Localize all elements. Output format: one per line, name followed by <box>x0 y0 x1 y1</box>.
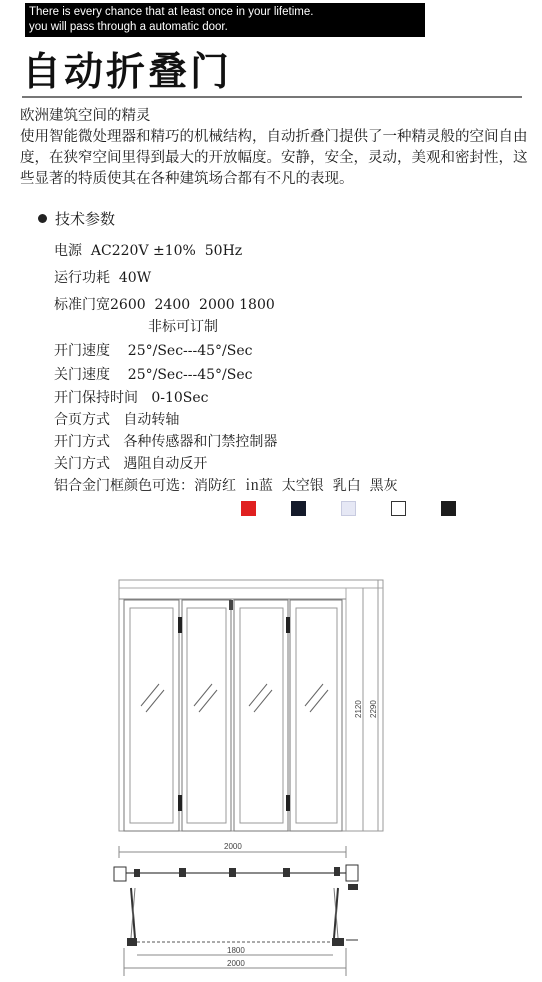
door-panel-2 <box>182 600 231 831</box>
specs-title: 技术参数 <box>55 210 116 228</box>
door-panel-1 <box>124 600 179 831</box>
spec-hinge: 合页方式 自动转轴 <box>54 412 180 428</box>
dim-2290: 2290 <box>369 700 378 718</box>
hinge-icon <box>286 617 290 633</box>
door-panel-3-glass <box>240 608 283 823</box>
spec-custom: 非标可订制 <box>148 319 218 335</box>
dim-2000-elevation: 2000 <box>224 842 242 851</box>
hinge-icon <box>286 795 290 811</box>
spec-open-mode: 开门方式 各种传感器和门禁控制器 <box>54 434 278 450</box>
intro-body: 使用智能微处理器和精巧的机械结构，自动折叠门提供了一种精灵般的空间自由度，在狭窄空间里得到最大的开放幅度。安静，安全，灵动，美观和密封性，这些显著的特质使其在各种建筑场合都有不凡的表现。 <box>20 129 528 187</box>
spec-colors-label: 铝合金门框颜色可选：消防红 ㏌蓝 太空银 乳白 黑灰 <box>54 478 398 494</box>
door-panel-4-glass <box>296 608 337 823</box>
door-panel-2-glass <box>187 608 226 823</box>
dim-1800: 1800 <box>227 946 245 955</box>
plan-motor-icon <box>348 884 358 890</box>
plan-pivot-right <box>332 938 344 946</box>
plan-pivot-left <box>127 938 137 946</box>
spec-hold-time: 开门保持时间 0-10Sec <box>54 390 209 406</box>
door-panel-3 <box>234 600 288 831</box>
plan-right-jamb <box>346 865 358 881</box>
page-title: 自动折叠门 <box>22 50 233 95</box>
door-panel-1-glass <box>130 608 173 823</box>
spec-consumption: 运行功耗 40W <box>54 270 152 286</box>
spec-close-speed: 关门速度 25°/Sec---45°/Sec <box>54 367 253 383</box>
hinge-icon <box>178 795 182 811</box>
door-panel-4 <box>290 600 342 831</box>
plan-left-jamb <box>114 867 126 881</box>
spec-power: 电源 AC220V ±10% 50Hz <box>54 243 243 259</box>
spec-close-mode: 关门方式 遇阻自动反开 <box>54 456 208 472</box>
plan-hinges <box>134 867 340 877</box>
hinge-icon <box>178 617 182 633</box>
dim-2000-plan: 2000 <box>227 959 245 968</box>
pivot-icon <box>229 600 233 610</box>
dim-2120: 2120 <box>354 700 363 718</box>
spec-width: 标准门宽2600 2400 2000 1800 <box>54 297 275 313</box>
tagline-line-1: There is every chance that at least once in your lifetime. <box>29 6 314 18</box>
spec-open-speed: 开门速度 25°/Sec---45°/Sec <box>54 343 253 359</box>
tagline-line-2: you will pass through a automatic door. <box>29 21 228 33</box>
intro-heading: 欧洲建筑空间的精灵 <box>20 108 151 124</box>
elevation-outer-frame <box>119 580 383 831</box>
